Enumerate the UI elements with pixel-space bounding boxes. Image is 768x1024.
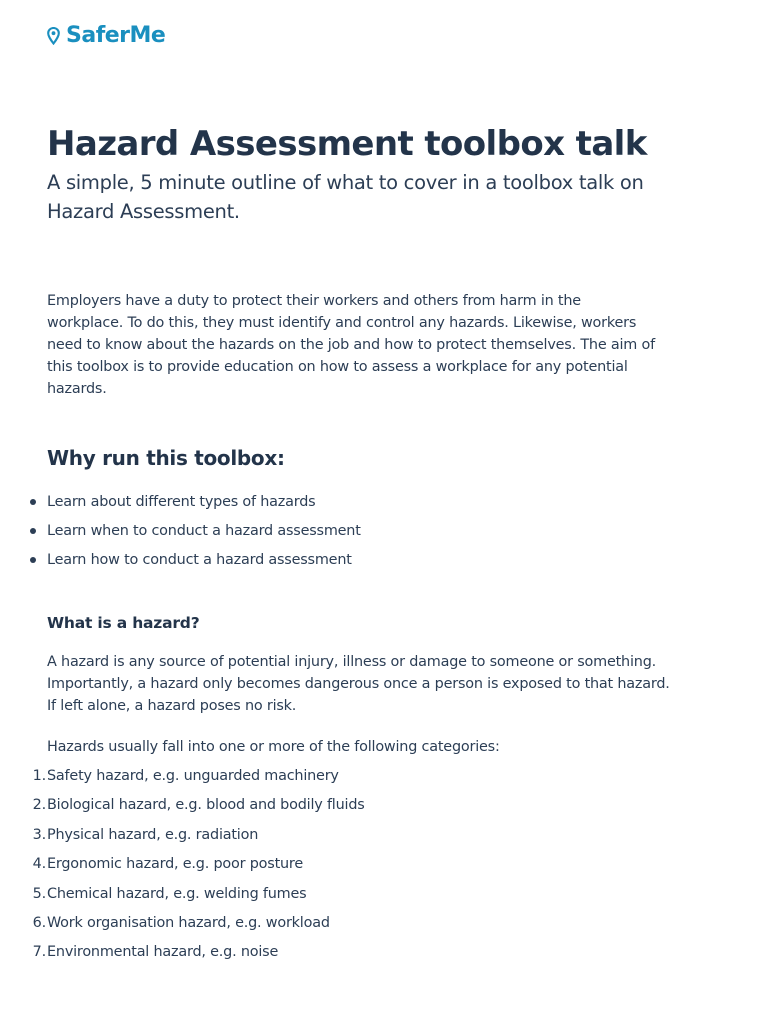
intro-paragraph: Employers have a duty to protect their workers and others from harm in the workplace. To do this, they must identify and control any hazards. Likewise, workers need to know about the hazards on the job and how to protect themselves. The aim of this toolbox is to provide education on how to assess a workplace for any potential hazards. <box>47 293 655 397</box>
list-item <box>32 851 365 880</box>
logo-text: SaferMe <box>66 23 166 48</box>
bullet-icon <box>30 528 36 534</box>
list-item-text: Environmental hazard, e.g. noise <box>47 944 279 961</box>
list-item-text: Safety hazard, e.g. unguarded machinery <box>47 768 339 784</box>
what-heading: What is a hazard? <box>47 614 200 632</box>
list-item <box>32 792 365 821</box>
list-item-text: Learn about different types of hazards <box>47 494 316 510</box>
list-item <box>47 547 361 576</box>
list-item-text: Work organisation hazard, e.g. workload <box>47 914 330 931</box>
page-title: Hazard Assessment toolbox talk <box>47 124 647 164</box>
location-pin-icon <box>47 27 60 45</box>
hazard-definition: A hazard is any source of potential injury, illness or damage to someone or something. Importantly, a hazard only becomes dangerous once a person is exposed to that hazard. If left alone, a hazard poses no risk. <box>47 654 670 714</box>
bullet-icon <box>30 499 36 505</box>
why-heading: Why run this toolbox: <box>47 446 285 470</box>
list-item-text: Chemical hazard, e.g. welding fumes <box>47 885 307 902</box>
list-item <box>47 489 361 518</box>
categories-intro: Hazards usually fall into one or more of the following categories: <box>47 739 500 755</box>
list-item <box>47 518 361 547</box>
list-number: 3. <box>32 826 46 843</box>
list-item-text: Learn how to conduct a hazard assessment <box>47 552 352 568</box>
page-subtitle: A simple, 5 minute outline of what to cover in a toolbox talk on Hazard Assessment. <box>47 171 644 223</box>
list-number: 6. <box>32 914 46 931</box>
list-number: 5. <box>32 885 46 902</box>
list-item <box>32 910 365 939</box>
list-item <box>32 822 365 851</box>
list-item-text: Ergonomic hazard, e.g. poor posture <box>47 856 303 873</box>
saferme-logo[interactable] <box>47 23 165 49</box>
list-number: 7. <box>32 944 46 961</box>
list-item-text: Physical hazard, e.g. radiation <box>47 826 259 843</box>
list-number: 2. <box>32 797 46 814</box>
list-number: 1. <box>32 768 46 784</box>
list-item <box>32 763 365 792</box>
bullet-icon <box>30 557 36 563</box>
list-number: 4. <box>32 856 46 873</box>
list-item-text: Biological hazard, e.g. blood and bodily fluids <box>47 797 365 814</box>
list-item <box>32 881 365 910</box>
why-list <box>47 489 361 576</box>
list-item-text: Learn when to conduct a hazard assessment <box>47 523 361 539</box>
list-item <box>32 939 365 968</box>
categories-list <box>32 763 365 969</box>
